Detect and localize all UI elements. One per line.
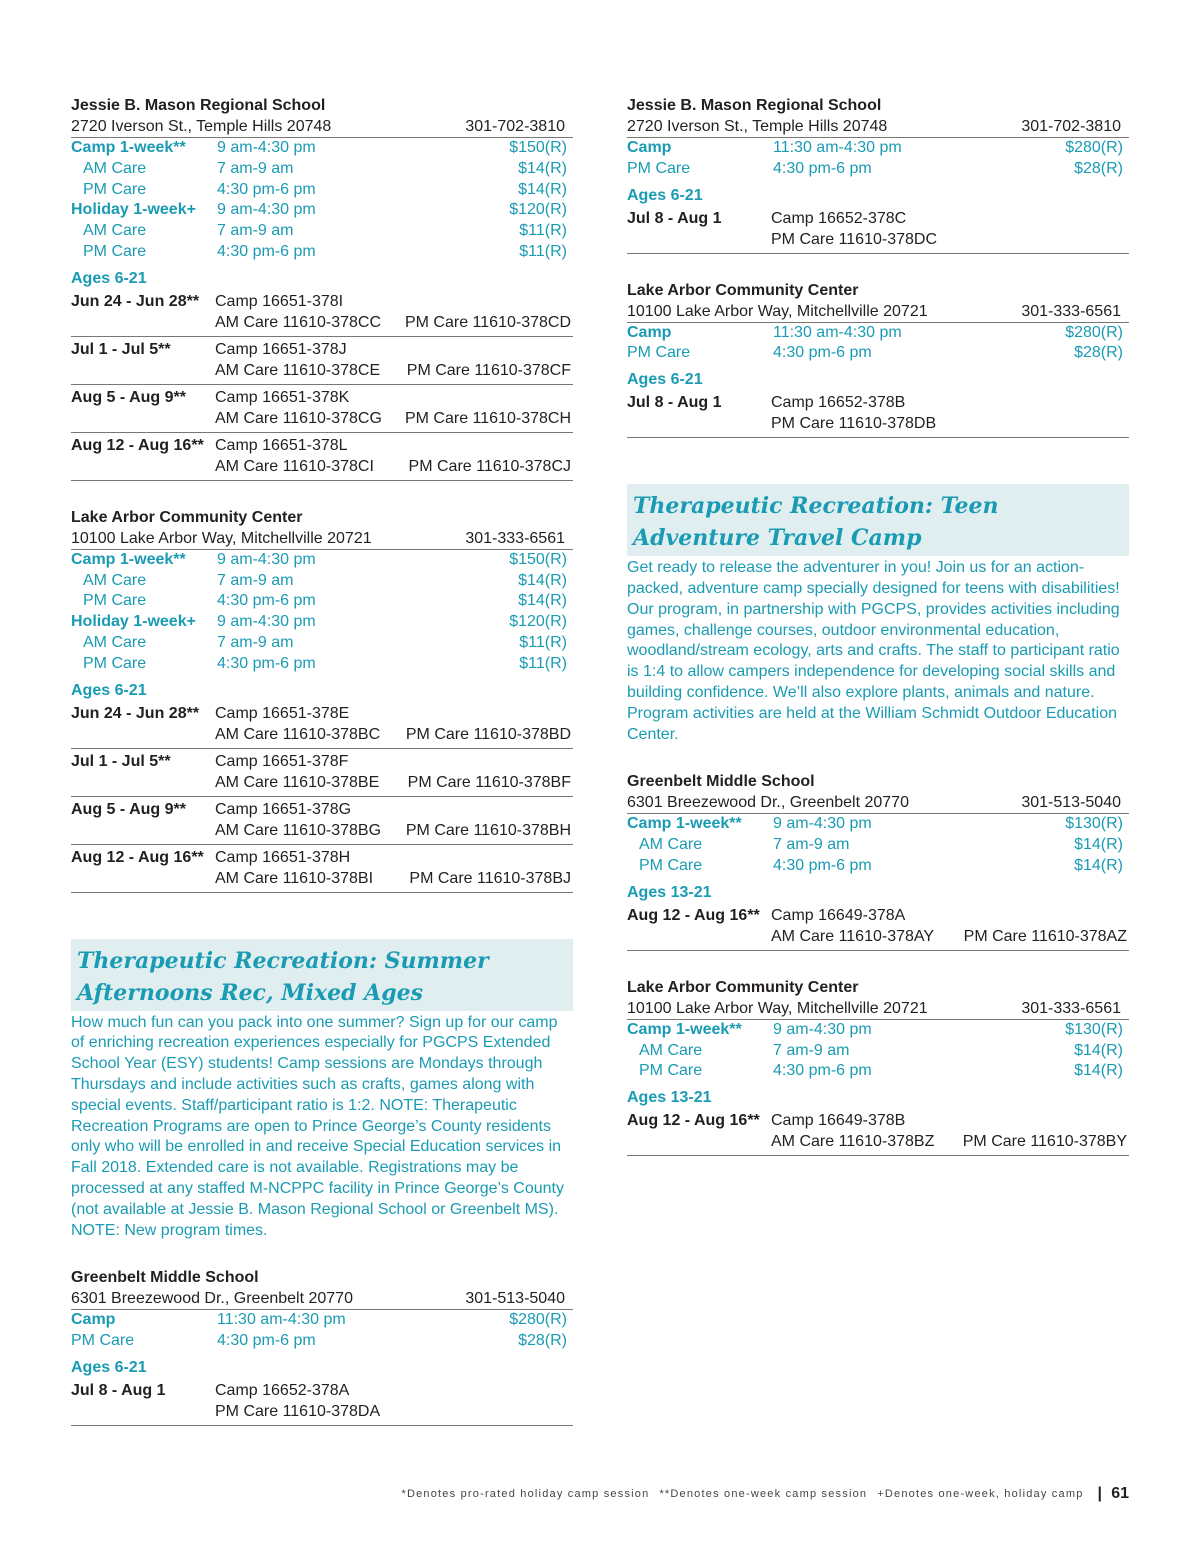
location-name: Lake Arbor Community Center: [627, 281, 859, 299]
rate-time: 9 am-4:30 pm: [217, 613, 316, 631]
location-address-row: [627, 792, 1129, 814]
location-address: 2720 Iverson St., Temple Hills 20748: [71, 118, 332, 135]
rate-label: PM Care: [83, 180, 147, 198]
section-heading: Therapeutic Recreation: Summer Afternoons Rec, Mixed Ages: [71, 939, 573, 1011]
care-code: AM Care 11610-378BG: [215, 821, 382, 839]
rate-row: [71, 159, 573, 180]
rate-price: $280(R): [1065, 139, 1123, 156]
rate-row: [71, 180, 573, 201]
care-codes: [215, 820, 573, 841]
session-dates: Aug 12 - Aug 16**: [71, 436, 204, 454]
location-block: [627, 771, 1129, 950]
location-block: [71, 1267, 573, 1426]
rate-row: [627, 1061, 1129, 1082]
location-name: Jessie B. Mason Regional School: [71, 97, 326, 114]
session-dates: Jul 8 - Aug 1: [627, 394, 722, 412]
age-range: Ages 13-21: [627, 883, 712, 901]
session-codes: [215, 435, 573, 477]
rate-label: Holiday 1-week+: [71, 201, 196, 219]
rate-label: AM Care: [83, 571, 147, 589]
rate-price: $280(R): [509, 1311, 567, 1329]
pm-care-code: PM Care 11610-378CF: [406, 361, 571, 379]
rate-label: Camp 1-week**: [71, 550, 186, 568]
care-codes: [215, 360, 573, 381]
location-phone: 301-702-3810: [1021, 118, 1121, 135]
pm-care-code: PM Care 11610-378BJ: [409, 869, 571, 887]
rate-row: [627, 1020, 1129, 1041]
session-row: [71, 385, 573, 433]
rate-row: [71, 571, 573, 592]
footer-separator: |: [1097, 1485, 1104, 1502]
rate-label: Holiday 1-week+: [71, 613, 196, 631]
rate-time: 9 am-4:30 pm: [773, 1020, 872, 1038]
rate-time: 7 am-9 am: [217, 571, 294, 589]
rate-price: $14(R): [1074, 836, 1123, 854]
session-dates: Aug 12 - Aug 16**: [627, 1112, 760, 1130]
session-dates: Aug 12 - Aug 16**: [627, 906, 760, 924]
location-address-row: [627, 998, 1129, 1020]
care-code: AM Care 11610-378CC: [215, 313, 382, 331]
care-codes: [215, 456, 573, 477]
session-dates: Jul 8 - Aug 1: [627, 209, 722, 227]
camp-code: Camp 16649-378B: [771, 1112, 906, 1130]
age-range: Ages 6-21: [71, 269, 147, 287]
rate-price: $14(R): [1074, 1041, 1123, 1059]
footnote-holiday: +Denotes one-week, holiday camp: [877, 1488, 1084, 1500]
session-codes: [215, 339, 573, 381]
rate-price: $280(R): [1065, 323, 1123, 341]
rate-price: $11(R): [519, 654, 567, 672]
rate-price: $28(R): [1074, 344, 1123, 362]
rate-price: $120(R): [509, 613, 567, 631]
rate-price: $11(R): [519, 633, 567, 651]
pm-care-code: PM Care 11610-378BH: [405, 821, 571, 839]
location-name: Greenbelt Middle School: [627, 773, 815, 791]
rate-time: 9 am-4:30 pm: [217, 550, 316, 568]
rate-price: $130(R): [1065, 1020, 1123, 1038]
camp-code: Camp 16651-378J: [215, 340, 347, 358]
rate-label: PM Care: [627, 159, 691, 177]
rate-price: $14(R): [1074, 1062, 1123, 1080]
pm-care-code: PM Care 11610-378BF: [407, 773, 571, 791]
session-row: [71, 1378, 573, 1426]
rate-label: Camp 1-week**: [627, 815, 742, 833]
rate-time: 4:30 pm-6 pm: [773, 1062, 872, 1080]
right-after-section: [627, 771, 1129, 1156]
care-codes: [215, 724, 573, 745]
rate-time: 11:30 am-4:30 pm: [217, 1311, 346, 1329]
rate-row: [71, 138, 573, 159]
care-code: AM Care 11610-378CE: [215, 361, 381, 379]
location-name: Lake Arbor Community Center: [71, 508, 303, 526]
session-codes: [215, 291, 573, 333]
care-code: PM Care 11610-378DA: [215, 1402, 381, 1420]
rate-time: 7 am-9 am: [773, 1041, 850, 1059]
rate-label: Camp 1-week**: [71, 139, 186, 156]
rate-time: 9 am-4:30 pm: [217, 201, 316, 219]
rate-row: [627, 856, 1129, 877]
rate-price: $150(R): [509, 550, 567, 568]
footnote-one-week: **Denotes one-week camp session: [659, 1488, 868, 1500]
location-address-row: [71, 1288, 573, 1310]
location-address-row: [71, 116, 573, 138]
session-dates: Jul 8 - Aug 1: [71, 1381, 166, 1399]
location-block: [71, 95, 573, 481]
rate-time: 11:30 am-4:30 pm: [773, 323, 902, 341]
camp-code: Camp 16652-378A: [215, 1381, 350, 1399]
rate-time: 4:30 pm-6 pm: [773, 856, 872, 874]
rate-label: PM Care: [83, 242, 147, 260]
session-row: [71, 845, 573, 893]
camp-code: Camp 16649-378A: [771, 906, 906, 924]
session-codes: [215, 387, 573, 429]
pm-care-code: PM Care 11610-378BY: [962, 1133, 1127, 1151]
rate-label: Camp: [71, 1311, 116, 1329]
session-row: [71, 337, 573, 385]
location-phone: 301-513-5040: [465, 1290, 565, 1308]
session-row: [71, 289, 573, 337]
camp-code: Camp 16651-378F: [215, 752, 349, 770]
session-row: [627, 1108, 1129, 1156]
rate-time: 11:30 am-4:30 pm: [773, 139, 902, 156]
care-code: PM Care 11610-378DC: [771, 230, 938, 248]
session-row: [71, 797, 573, 845]
rate-price: $14(R): [1074, 856, 1123, 874]
location-name: Lake Arbor Community Center: [627, 978, 859, 996]
pm-care-code: PM Care 11610-378CJ: [408, 457, 571, 475]
session-dates: Aug 12 - Aug 16**: [71, 848, 204, 866]
rate-time: 7 am-9 am: [217, 222, 294, 240]
footnote-prorated: *Denotes pro-rated holiday camp session: [401, 1488, 650, 1500]
right-locations: [627, 95, 1129, 438]
session-codes: [215, 703, 573, 745]
section-teen-adventure: [627, 484, 1129, 745]
session-dates: Jul 1 - Jul 5**: [71, 340, 171, 358]
rate-label: AM Care: [639, 1041, 703, 1059]
camp-code: Camp 16651-378H: [215, 848, 351, 866]
location-phone: 301-333-6561: [465, 529, 565, 547]
care-code: AM Care 11610-378BI: [215, 869, 374, 887]
rate-row: [627, 835, 1129, 856]
rate-row: [627, 814, 1129, 835]
rate-row: [71, 1331, 573, 1352]
rate-row: [71, 242, 573, 263]
session-codes: [215, 1380, 573, 1422]
rate-time: 9 am-4:30 pm: [217, 139, 316, 156]
rate-time: 4:30 pm-6 pm: [217, 180, 316, 198]
care-code: AM Care 11610-378CI: [215, 457, 374, 475]
location-address: 6301 Breezewood Dr., Greenbelt 20770: [71, 1290, 353, 1308]
section-body: Get ready to release the adventurer in you! Join us for an action-packed, adventure camp specially designed for teens with disabilities! Our program, in partnership with PGCPS, provides activities including games, challenge courses, outdoor environmental education, woodland/stream ecology, arts and crafts. The staff to participant ratio is 1:4 to allow campers independence for developing social skills and building confidence. We’ll also explore plants, animals and nature. Program activities are held at the William Schmidt Outdoor Education Center.: [627, 559, 1120, 743]
location-address: 2720 Iverson St., Temple Hills 20748: [627, 118, 888, 135]
camp-code: Camp 16652-378C: [771, 209, 907, 227]
rate-time: 4:30 pm-6 pm: [217, 1332, 316, 1350]
session-row: [627, 903, 1129, 951]
location-address-row: [627, 301, 1129, 323]
rate-row: [71, 591, 573, 612]
session-dates: Jun 24 - Jun 28**: [71, 292, 200, 310]
rate-label: PM Care: [639, 1062, 703, 1080]
rate-row: [71, 200, 573, 221]
location-name: Jessie B. Mason Regional School: [627, 97, 882, 114]
rate-row: [627, 1041, 1129, 1062]
session-codes: [215, 847, 573, 889]
care-codes: [771, 413, 1129, 434]
section-summer-afternoons: [71, 939, 573, 1242]
rate-label: AM Care: [83, 633, 147, 651]
location-address: 10100 Lake Arbor Way, Mitchellville 20721: [627, 999, 928, 1017]
session-codes: [771, 905, 1129, 947]
pm-care-code: PM Care 11610-378BD: [405, 725, 571, 743]
location-phone: 301-333-6561: [1021, 999, 1121, 1017]
care-codes: [215, 868, 573, 889]
session-dates: Aug 5 - Aug 9**: [71, 388, 186, 406]
session-codes: [215, 799, 573, 841]
rate-label: AM Care: [83, 159, 147, 177]
rate-label: PM Care: [83, 592, 147, 610]
care-codes: [215, 408, 573, 429]
session-codes: [215, 751, 573, 793]
camp-code: Camp 16652-378B: [771, 394, 906, 412]
pm-care-code: PM Care 11610-378AZ: [963, 927, 1127, 945]
camp-code: Camp 16651-378L: [215, 436, 348, 454]
rate-row: [71, 633, 573, 654]
rate-label: AM Care: [639, 836, 703, 854]
rate-price: $130(R): [1065, 815, 1123, 833]
rate-row: [627, 159, 1129, 180]
rate-label: PM Care: [83, 654, 147, 672]
location-name: Greenbelt Middle School: [71, 1269, 259, 1287]
age-range: Ages 6-21: [71, 681, 147, 699]
rate-label: PM Care: [71, 1332, 135, 1350]
care-codes: [215, 772, 573, 793]
session-codes: [771, 208, 1129, 250]
pm-care-code: PM Care 11610-378CD: [404, 313, 571, 331]
rate-price: $11(R): [519, 242, 567, 260]
rate-label: Camp: [627, 323, 672, 341]
rate-time: 7 am-9 am: [773, 836, 850, 854]
rate-price: $150(R): [509, 139, 567, 156]
rate-time: 9 am-4:30 pm: [773, 815, 872, 833]
rate-row: [71, 654, 573, 675]
care-code: PM Care 11610-378DB: [771, 415, 937, 433]
rate-price: $120(R): [509, 201, 567, 219]
rate-price: $28(R): [1074, 159, 1123, 177]
care-codes: [215, 312, 573, 333]
camp-code: Camp 16651-378E: [215, 704, 350, 722]
session-row: [627, 206, 1129, 254]
rate-price: $14(R): [518, 571, 567, 589]
rate-time: 4:30 pm-6 pm: [773, 344, 872, 362]
rate-price: $11(R): [519, 222, 567, 240]
session-row: [71, 433, 573, 481]
rate-time: 7 am-9 am: [217, 159, 294, 177]
care-code: AM Care 11610-378BC: [215, 725, 381, 743]
rate-row: [71, 550, 573, 571]
location-block: [71, 507, 573, 893]
location-phone: 301-513-5040: [1021, 794, 1121, 812]
camp-code: Camp 16651-378I: [215, 292, 344, 310]
left-column: [71, 95, 573, 1452]
session-dates: Jun 24 - Jun 28**: [71, 704, 200, 722]
location-block: [627, 977, 1129, 1156]
care-code: AM Care 11610-378AY: [771, 927, 935, 945]
rate-label: Camp 1-week**: [627, 1020, 742, 1038]
rate-label: Camp: [627, 139, 672, 156]
rate-time: 7 am-9 am: [217, 633, 294, 651]
rate-row: [71, 1310, 573, 1331]
age-range: Ages 6-21: [627, 371, 703, 389]
location-address: 6301 Breezewood Dr., Greenbelt 20770: [627, 794, 909, 812]
rate-time: 4:30 pm-6 pm: [773, 159, 872, 177]
rate-time: 4:30 pm-6 pm: [217, 242, 316, 260]
session-codes: [771, 1110, 1129, 1152]
session-row: [71, 749, 573, 797]
rate-row: [71, 221, 573, 242]
age-range: Ages 13-21: [627, 1089, 712, 1107]
section-heading: Therapeutic Recreation: Teen Adventure Travel Camp: [627, 484, 1129, 556]
location-address: 10100 Lake Arbor Way, Mitchellville 20721: [627, 302, 928, 320]
location-address-row: [627, 116, 1129, 138]
care-code: AM Care 11610-378BE: [215, 773, 380, 791]
session-dates: Aug 5 - Aug 9**: [71, 800, 186, 818]
right-column: [627, 95, 1129, 1182]
care-codes: [771, 1131, 1129, 1152]
left-after-section: [71, 1267, 573, 1426]
camp-code: Camp 16651-378K: [215, 388, 350, 406]
camp-code: Camp 16651-378G: [215, 800, 352, 818]
location-phone: 301-702-3810: [465, 118, 565, 135]
page-number: 61: [1111, 1485, 1129, 1502]
rate-label: PM Care: [639, 856, 703, 874]
session-row: [627, 390, 1129, 438]
left-locations: [71, 95, 573, 893]
rate-price: $28(R): [518, 1332, 567, 1350]
care-codes: [215, 1401, 573, 1422]
location-block: [627, 280, 1129, 439]
session-row: [71, 701, 573, 749]
location-phone: 301-333-6561: [1021, 302, 1121, 320]
page-footer: [401, 1485, 1129, 1503]
location-address-row: [71, 528, 573, 550]
rate-row: [627, 343, 1129, 364]
location-block: [627, 95, 1129, 254]
rate-price: $14(R): [518, 592, 567, 610]
rate-row: [627, 323, 1129, 344]
care-code: AM Care 11610-378CG: [215, 409, 382, 427]
rate-row: [71, 612, 573, 633]
care-codes: [771, 229, 1129, 250]
care-code: AM Care 11610-378BZ: [771, 1133, 935, 1151]
location-address: 10100 Lake Arbor Way, Mitchellville 20721: [71, 529, 372, 547]
session-dates: Jul 1 - Jul 5**: [71, 752, 171, 770]
rate-time: 4:30 pm-6 pm: [217, 654, 316, 672]
pm-care-code: PM Care 11610-378CH: [404, 409, 571, 427]
care-codes: [771, 926, 1129, 947]
rate-price: $14(R): [518, 180, 567, 198]
section-body: How much fun can you pack into one summer? Sign up for our camp of enriching recreation experiences especially for PGCPS Extended School Year (ESY) students! Camp sessions are Mondays through Thursdays and include activities such as crafts, games along with special events. Staff/participant ratio is 1:2. NOTE: Therapeutic Recreation Programs are open to Prince George’s County residents only who will be enrolled in and receive Special Education services in Fall 2018. Extended care is not available. Registrations may be processed at any staffed M-NCPPC facility in Prince George’s County (not available at Jessie B. Mason Regional School or Greenbelt MS). NOTE: New program times.: [71, 1013, 564, 1239]
rate-time: 4:30 pm-6 pm: [217, 592, 316, 610]
age-range: Ages 6-21: [627, 186, 703, 204]
rate-row: [627, 138, 1129, 159]
age-range: Ages 6-21: [71, 1358, 147, 1376]
rate-label: AM Care: [83, 222, 147, 240]
rate-label: PM Care: [627, 344, 691, 362]
session-codes: [771, 392, 1129, 434]
rate-price: $14(R): [518, 159, 567, 177]
